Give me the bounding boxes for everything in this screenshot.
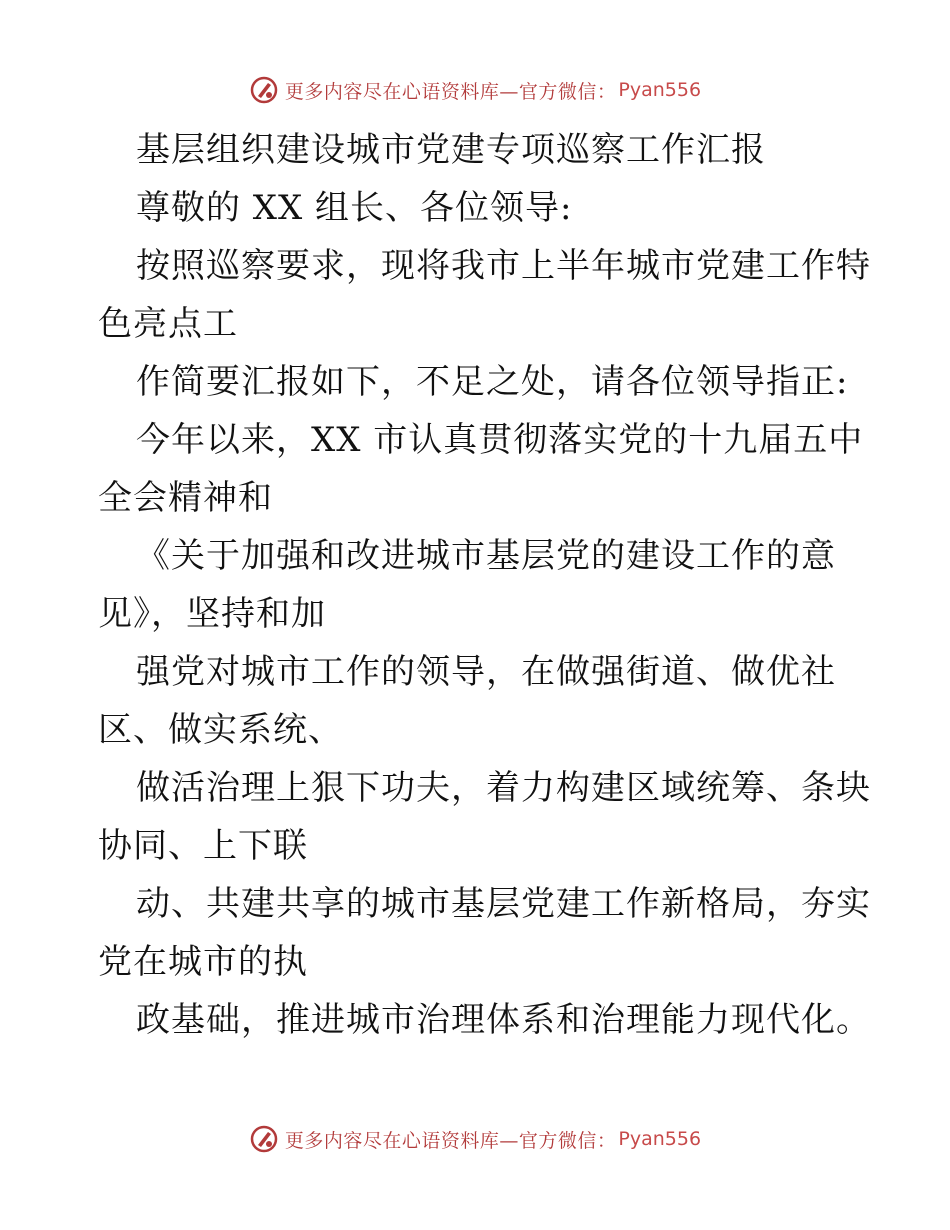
document-title: 基层组织建设城市党建专项巡察工作汇报 [136, 130, 766, 170]
paragraph-line: 政基础，推进城市治理体系和治理能力现代化。 [136, 1000, 871, 1040]
quill-seal-icon [249, 1124, 279, 1154]
document-body [98, 121, 871, 1049]
salutation: 尊敬的 XX 组长、各位领导: [136, 188, 573, 228]
paragraph-line: 强党对城市工作的领导，在做强街道、做优社 [136, 652, 836, 692]
paragraph-line: 党在城市的执 [98, 942, 308, 982]
watermark-brand-text: 更多内容尽在心语资料库—官方微信： [284, 80, 617, 103]
paragraph-line: 动、共建共享的城市基层党建工作新格局，夯实 [136, 884, 871, 924]
paragraph-line: 作简要汇报如下，不足之处，请各位领导指正: [136, 362, 849, 402]
paragraph-line: 做活治理上狠下功夫，着力构建区域统筹、条块 [136, 768, 871, 808]
watermark-brand-text: 更多内容尽在心语资料库—官方微信： [284, 1129, 617, 1152]
quill-seal-icon [249, 75, 279, 105]
paragraph-line: 全会精神和 [98, 478, 273, 518]
watermark-banner-bottom [0, 1119, 950, 1159]
paragraph-line: 协同、上下联 [98, 826, 308, 866]
paragraph-line: 区、做实系统、 [98, 710, 343, 750]
paragraph-line: 见》，坚持和加 [98, 594, 326, 634]
paragraph-line: 色亮点工 [98, 304, 238, 344]
paragraph-line: 《关于加强和改进城市基层党的建设工作的意 [136, 536, 836, 576]
paragraph-line: 按照巡察要求，现将我市上半年城市党建工作特 [136, 246, 871, 286]
watermark-banner-top [0, 70, 950, 110]
watermark-wechat-id: Pyan556 [618, 1128, 702, 1150]
watermark-wechat-id: Pyan556 [618, 79, 702, 101]
paragraph-line: 今年以来，XX 市认真贯彻落实党的十九届五中 [136, 420, 864, 460]
